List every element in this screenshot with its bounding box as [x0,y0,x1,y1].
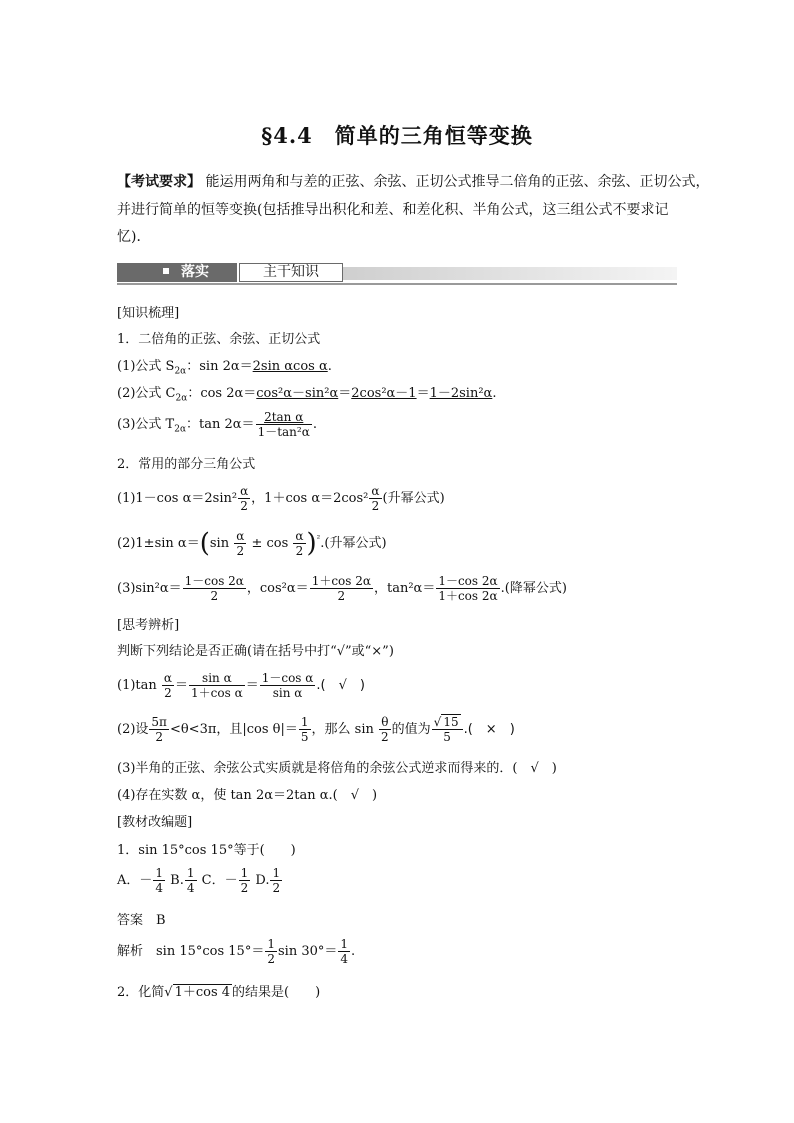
judgment-item-2: (2)设 $\frac{5\pi}{2}$ <θ<3π，且|cos θ|＝ $\frac{1}{5}$ ，那么 sin $\frac{\theta}{2}$ 的值为 $\frac{√ 15}{5}$ .( × ) [117,715,515,744]
textbook-header: [教材改编题] [117,815,193,830]
analysis-line: 解析 sin 15°cos 15°＝ $\frac{1}{2}$ sin 30°＝ $\frac{1}{4}$ . [117,937,356,966]
exam-requirement-line3: 忆)． [117,229,151,245]
banner-dark-label: 落实 [117,263,237,282]
formula-answer: 2sin αcos α [252,359,328,374]
answer-line: 答案 B [117,913,166,928]
option-a: A．－ [117,873,153,888]
problem-1: 1．sin 15°cos 15°等于( ) [117,843,296,858]
banner-gradient [343,267,677,280]
banner-box-label: 主干知识 [239,263,343,282]
banner-rule [117,283,677,285]
formula-g1: (1)1－cos α＝2sin² $\frac{\alpha}{2}$ ，1＋cos α＝2cos² $\frac{\alpha}{2}$ (升幂公式) [117,484,445,513]
problem-1-options: A．－ $\frac{1}{4}$ B. $\frac{1}{4}$ C．－ $\frac{1}{2}$ D. $\frac{1}{2}$ [117,866,281,895]
thinking-header: [思考辨析] [117,618,180,633]
formula-g3: (3)sin²α＝ $\frac{1-\cos 2\alpha}{2}$ ，cos²α＝ $\frac{1+\cos 2\alpha}{2}$ ，tan²α＝ $\frac{1-\cos 2\alpha}{1+\cos 2\alpha}$ .(降幂公式) [117,574,567,603]
option-b: B. [170,873,184,888]
thinking-intro: 判断下列结论是否正确(请在括号中打“√”或“×”) [117,644,394,659]
exam-requirement-line2: 并进行简单的恒等变换(包括推导出积化和差、和差化积、半角公式，这三组公式不要求记 [117,202,669,218]
formula-t2a: (3)公式 $T_{2\alpha}$：tan 2α＝ $\frac{\text{2tan α}}{\text{1－tan²α}}$ . [117,410,317,439]
judgment-item-3: (3)半角的正弦、余弦公式实质就是将倍角的余弦公式逆求而得来的．( √ ) [117,761,557,776]
option-d: D. [255,873,270,888]
square-bullet-icon [163,268,169,274]
knowledge-header: [知识梳理] [117,306,180,321]
page-title: §4.4 简单的三角恒等变换 [261,123,533,148]
formula-g2: (2)1±sin α＝(sin $\frac{\alpha}{2}$ ± cos $\frac{\alpha}{2}$ )$^{^2}$.(升幂公式) [117,528,387,559]
exam-requirement-line1 [117,169,710,195]
fraction: $\frac{\text{2tan α}}{\text{1－tan²α}}$ [257,410,310,439]
exam-requirement-text: 能运用两角和与差的正弦、余弦、正切公式推导二倍角的正弦、余弦、正切公式， [205,174,710,190]
judgment-item-1: (1)tan $\frac{\alpha}{2}$ ＝ $\frac{\text{sin α}}{\text{1＋cos α}}$ ＝ $\frac{\text{1－cos α}}{\text{sin α}}$ .( √ ) [117,671,365,700]
judgment-item-4: (4)存在实数 α，使 tan 2α＝2tan α.( √ ) [117,788,378,803]
option-c: C．－ [201,873,238,888]
formula-c2a: (2)公式 $C_{2\alpha}$：cos 2α＝cos²α－sin²α＝2cos²α－1＝1－2sin²α. [117,386,497,404]
exam-requirement-label: 【考试要求】 [117,174,201,190]
problem-2: 2．化简√ 1＋cos 4 的结果是( ) [117,985,321,1000]
section-banner [117,263,677,283]
formula-s2a: (1)公式 $S_{2\alpha}$：sin 2α＝2sin αcos α. [117,359,332,377]
knowledge-s2: 2．常用的部分三角公式 [117,457,256,472]
knowledge-s1: 1．二倍角的正弦、余弦、正切公式 [117,332,321,347]
